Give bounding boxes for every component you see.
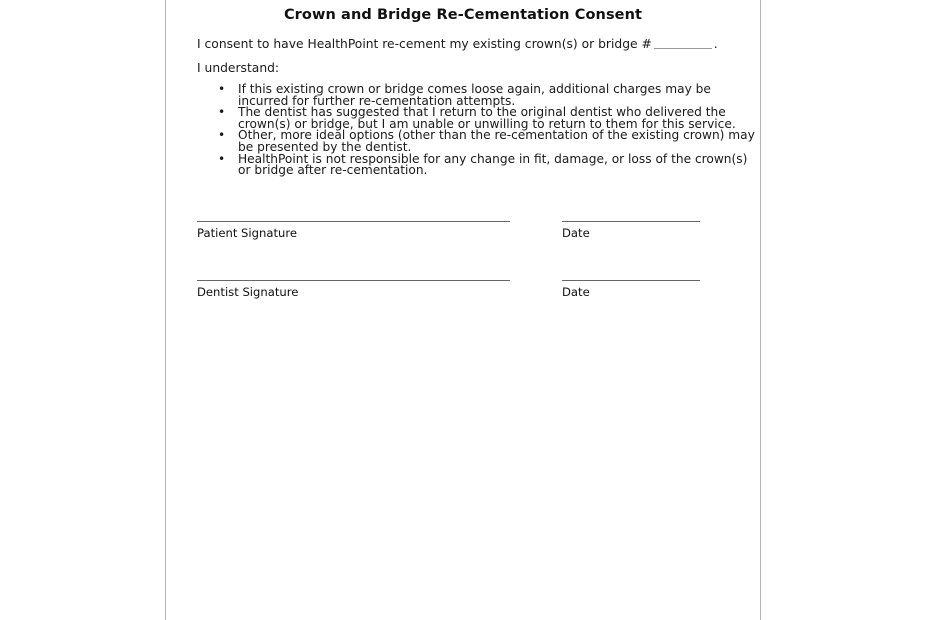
list-item-line: If this existing crown or bridge comes loose again, additional charges may be [238, 82, 711, 96]
patient-signature-label: Patient Signature [197, 226, 297, 240]
bullet-icon: • [218, 151, 226, 166]
patient-signature-field[interactable] [197, 221, 510, 240]
signature-block [166, 0, 760, 620]
list-item-line: or bridge after re-cementation. [238, 163, 428, 178]
page-title: Crown and Bridge Re-Cementation Consent [283, 7, 643, 23]
list-item-line: incurred for further re-cementation attempts. [238, 93, 516, 108]
list-item-line: HealthPoint is not responsible for any change in fit, damage, or loss of the crown(s) [238, 151, 748, 166]
page-edge-rule-right [760, 0, 761, 620]
bullet-icon: • [218, 82, 226, 96]
dentist-date-field[interactable] [562, 280, 700, 299]
dentist-signature-label: Dentist Signature [197, 285, 299, 299]
dentist-signature-field[interactable] [197, 280, 510, 299]
patient-date-field[interactable] [562, 221, 700, 240]
bullet-icon: • [218, 128, 226, 143]
list-item-line: crown(s) or bridge, but I am unable or unwilling to return to them for this service. [238, 116, 736, 131]
list-item-line: The dentist has suggested that I return to the original dentist who delivered the [238, 105, 726, 120]
list-item-line: Other, more ideal options (other than the re-cementation of the existing crown) may [238, 128, 755, 143]
dentist-date-label: Date [562, 285, 590, 299]
patient-date-label: Date [562, 226, 590, 240]
consent-statement-text: I consent to have HealthPoint re-cement my existing crown(s) or bridge # [197, 37, 652, 51]
understand-heading: I understand: [197, 61, 280, 75]
consent-statement-period: . [713, 37, 718, 51]
list-item-line: be presented by the dentist. [238, 139, 412, 154]
document-page [166, 0, 760, 620]
bullet-icon: • [218, 105, 226, 120]
